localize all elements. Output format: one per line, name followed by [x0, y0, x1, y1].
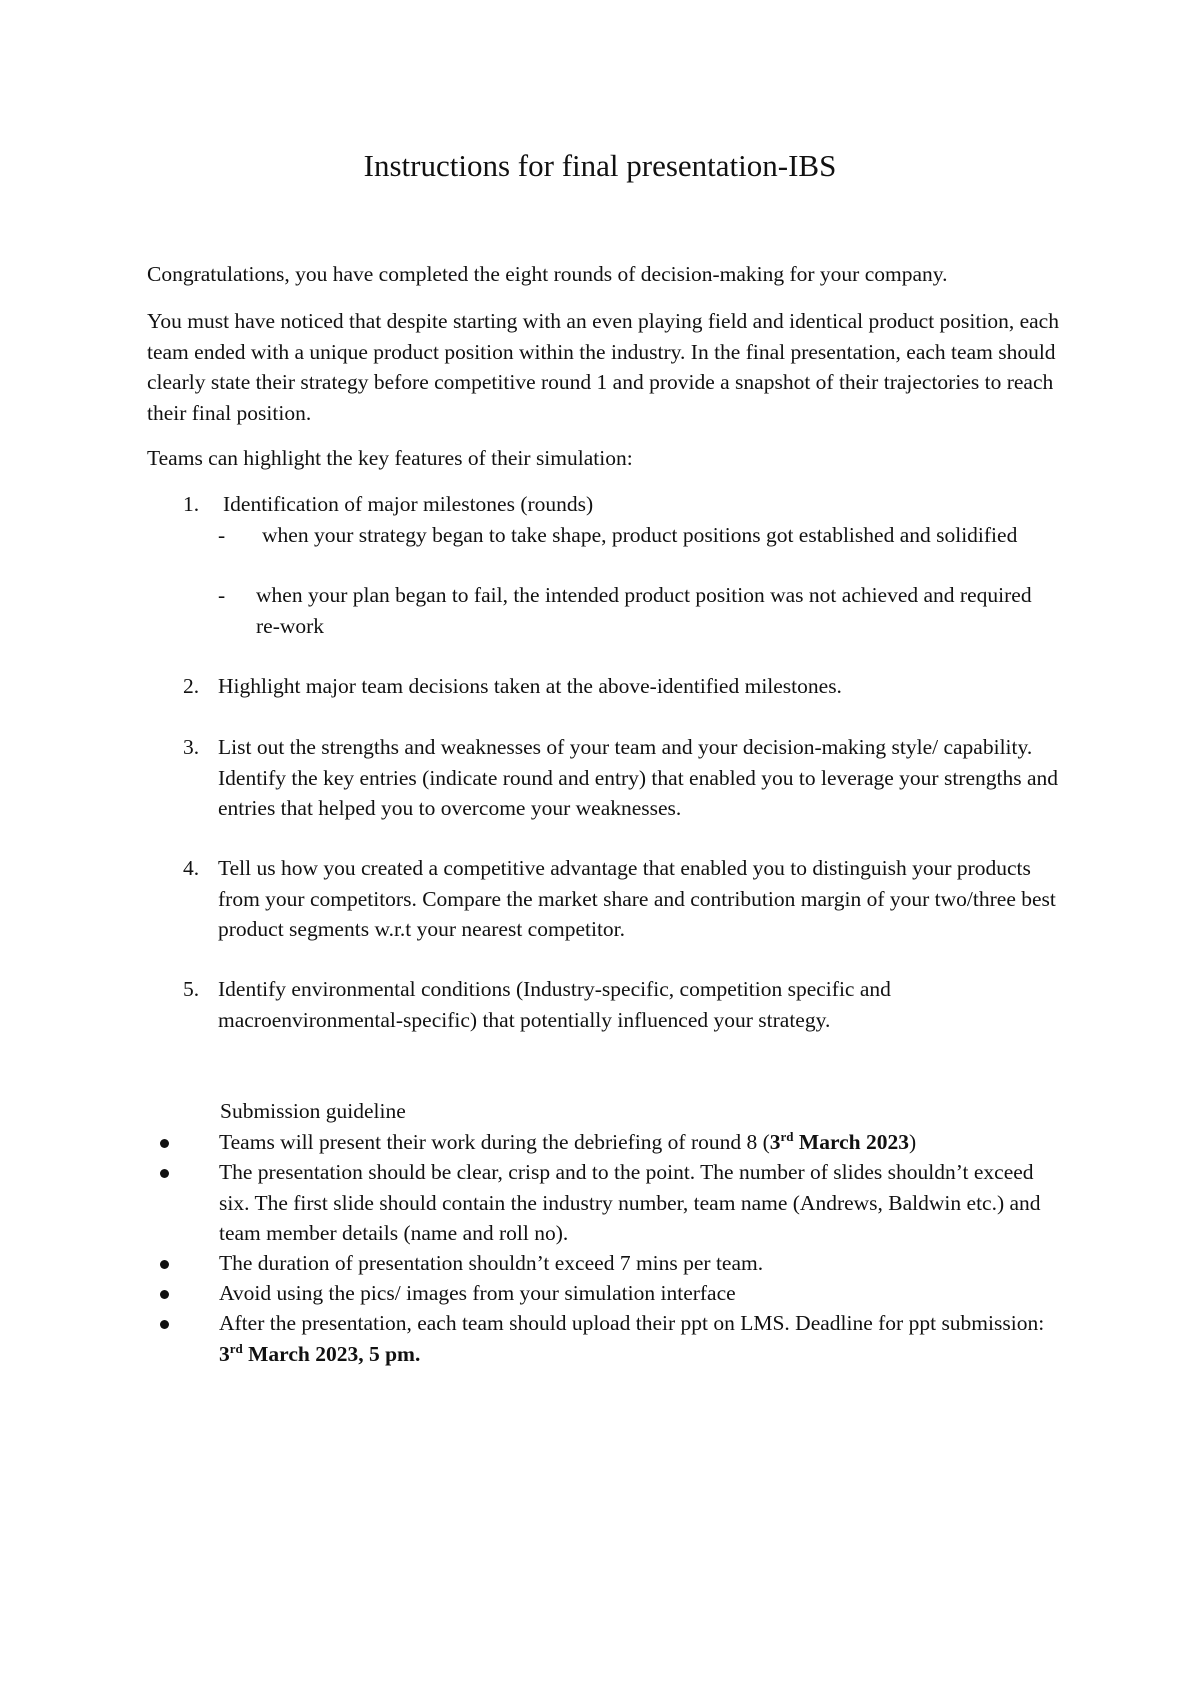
sub-item-text: when your strategy began to take shape, product positions got established and solidified	[262, 523, 1018, 547]
bullet-text: Avoid using the pics/ images from your simulation interface	[219, 1281, 736, 1305]
numbered-item-2	[183, 671, 1063, 702]
dash-marker: -	[218, 523, 226, 547]
submission-bullet-5	[155, 1308, 1055, 1369]
item-number: 5.	[183, 977, 200, 1001]
bullet-dot	[160, 1169, 169, 1178]
bullet-text-prefix: After the presentation, each team should upload their ppt on LMS. Deadline for ppt submission:	[219, 1311, 1045, 1335]
bullet-text	[219, 1308, 1055, 1369]
dash-marker: -	[218, 583, 226, 607]
item-number: 1.	[183, 492, 200, 516]
item-number: 4.	[183, 856, 200, 880]
bullet-dot	[160, 1320, 169, 1329]
submission-bullet-2	[155, 1157, 1055, 1249]
item-text: Identification of major milestones (rounds)	[223, 492, 594, 516]
item-text: Identify environmental conditions (Industry-specific, competition specific and macroenvironmental-specific) that potentially influenced your strategy.	[218, 977, 891, 1032]
numbered-item-3	[183, 732, 1063, 824]
item-text: Highlight major team decisions taken at the above-identified milestones.	[218, 674, 842, 698]
submission-bullet-3	[155, 1248, 1055, 1279]
item-number: 2.	[183, 674, 200, 698]
congratulations-paragraph: Congratulations, you have completed the eight rounds of decision-making for your company.	[147, 262, 948, 286]
document-title: Instructions for final presentation-IBS	[363, 148, 837, 183]
presentation-date: 3rd March 2023	[769, 1128, 909, 1154]
bullet-dot	[160, 1260, 169, 1269]
sub-item-text: when your plan began to fail, the intended product position was not achieved and required re-work	[256, 583, 1032, 638]
bullet-text: The duration of presentation shouldn’t exceed 7 mins per team.	[219, 1251, 764, 1275]
deadline-date: 3rd March 2023, 5 pm.	[219, 1340, 421, 1366]
bullet-dot	[160, 1139, 169, 1148]
sub-item-1b	[218, 580, 1058, 641]
numbered-item-1	[183, 489, 1063, 520]
item-text: List out the strengths and weaknesses of your team and your decision-making style/ capability. Identify the key entries (indicate round and entry) that enabled you to leverage your strengths and entries that helped you to overcome your weaknesses.	[218, 735, 1059, 820]
intro-paragraph: You must have noticed that despite starting with an even playing field and identical product position, each team ended with a unique product position within the industry. In the final presentation, each team should clearly state their strategy before competitive round 1 and provide a snapshot of their trajectories to reach their final position.	[147, 309, 1059, 425]
item-number: 3.	[183, 735, 200, 759]
numbered-item-4	[183, 853, 1063, 945]
item-text: Tell us how you created a competitive advantage that enabled you to distinguish your products from your competitors. Compare the market share and contribution margin of your two/three best product segments w.r.t your nearest competitor.	[218, 856, 1056, 941]
bullet-text: Teams will present their work during the debriefing of round 8 (3rd March 2023)	[219, 1128, 917, 1154]
bullet-dot	[160, 1290, 169, 1299]
submission-bullet-4	[155, 1278, 1055, 1309]
numbered-item-5	[183, 974, 1063, 1035]
bullet-text-prefix: Teams will present their work during the debriefing of round 8 (	[219, 1130, 770, 1154]
sub-item-1a	[218, 520, 1058, 551]
bullet-text: The presentation should be clear, crisp and to the point. The number of slides shouldn’t exceed six. The first slide should contain the industry number, team name (Andrews, Baldwin etc.) and team member details (name and roll no).	[219, 1160, 1041, 1245]
features-intro-paragraph: Teams can highlight the key features of their simulation:	[147, 446, 633, 470]
submission-bullet-1	[155, 1127, 1055, 1158]
submission-heading: Submission guideline	[220, 1099, 406, 1123]
